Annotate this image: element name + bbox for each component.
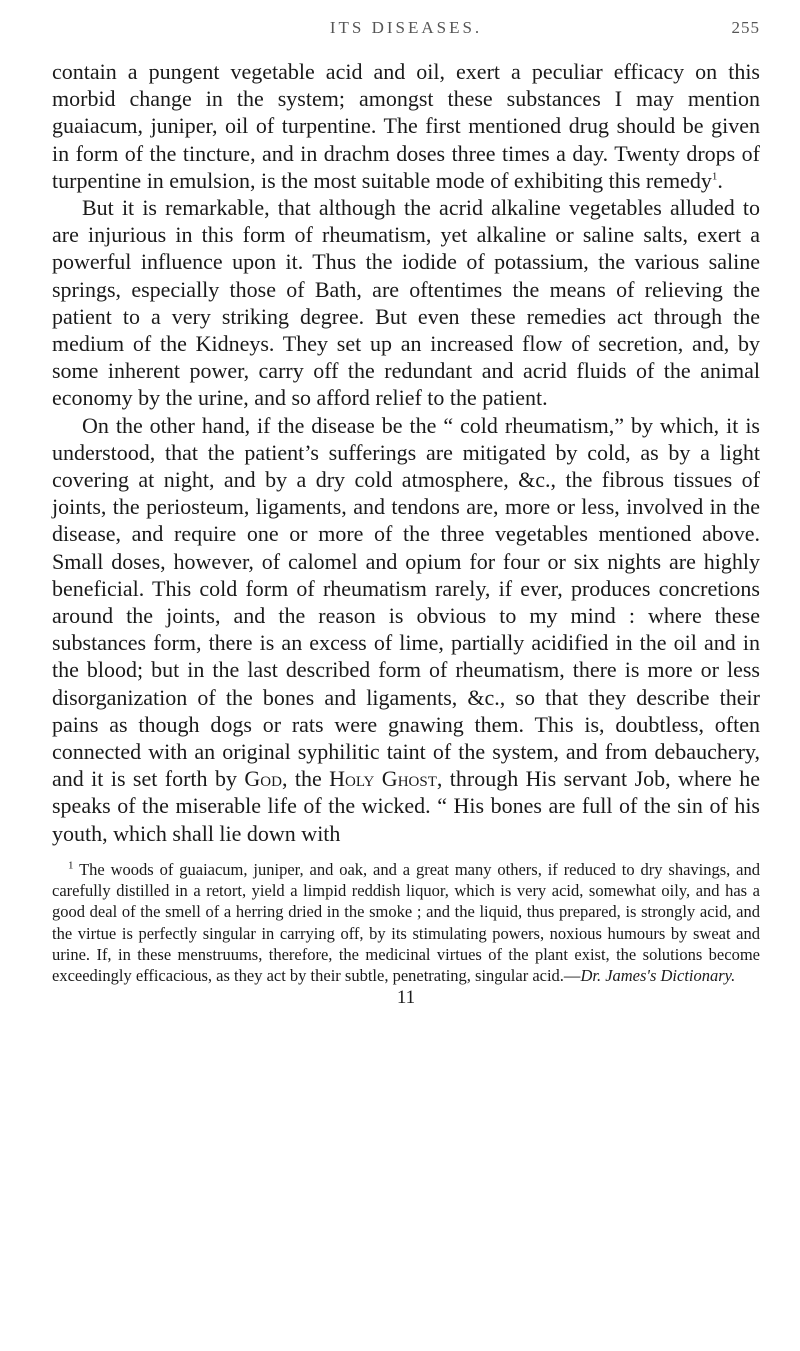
footnote-marker: 1: [68, 859, 74, 872]
paragraph-3-text-b: , the: [281, 766, 322, 792]
footnote: [52, 859, 760, 986]
running-head: [52, 18, 760, 58]
small-caps-god: God: [244, 766, 282, 792]
paragraph-2: But it is remarkable, that although the acrid alkaline vegetables alluded to are injurious in this form of rheumatism, yet alkaline or saline salts, exert a powerful influence upon it. Thus the iodide of potassium, the various saline springs, especially those of Bath, are oftentimes the means of relieving the patient to a very striking degree. But even these remedies act through the medium of the Kidneys. They set up an increased flow of secretion, and, by some inherent power, carry off the redundant and acrid fluids of the animal economy by the urine, and so afford relief to the patient.: [52, 195, 760, 411]
footnote-text: The woods of guaiacum, juniper, and oak, and a great many others, if reduced to dry shavings, and carefully distilled in a retort, yield a limpid reddish liquor, which is very acid, somewhat oily, and has a good deal of the smell of a herring dried in the smoke ; and the liquid, thus prepared, is strongly acid, and the virtue is perfectly singular in carrying off, by its stimulating powers, noxious humours by sweat and urine. If, in these menstruums, therefore, the medicinal virtues of the plant exist, the solutions become exceedingly efficacious, as they act by their subtle, penetrating, singular acid.—: [52, 859, 760, 985]
paragraph-1: [52, 58, 760, 194]
small-caps-holy-ghost: Holy Ghost: [329, 766, 437, 792]
paragraph-3-text-a: On the other hand, if the disease be the “ cold rheumatism,” by which, it is understood, that the patient’s sufferings are mitigated by cold, as by a light covering at night, and by a dry cold atmosphere, &c., the fibrous tissues of joints, the periosteum, ligaments, and tendons are, more or less, involved in the disease, and require one or more of the three vegetables mentioned above. Small doses, however, of calomel and opium for four or six nights are highly beneficial. This cold form of rheumatism rarely, if ever, produces concretions around the joints, and the reason is obvious to my mind : where these substances form, there is an excess of lime, partially acidified in the oil and in the blood; but in the last described form of rheumatism, there is more or less disorganization of the bones and ligaments, &c., so that they describe their pains as though dogs or rats were gnawing them. This is, doubtless, often connected with an original syphilitic taint of the system, and from debauchery, and it is set forth by: [52, 412, 760, 792]
book-page: [52, 18, 760, 1010]
page-number: 255: [731, 18, 760, 37]
footnote-source: Dr. James's Dictionary.: [580, 965, 736, 985]
running-title: ITS DISEASES.: [329, 18, 483, 37]
paragraph-1-text: contain a pungent vegetable acid and oil, exert a peculiar efficacy on this morbid change in the system; amongst these substances I may mention guaiacum, juniper, oil of turpentine. The first mentioned drug should be given in form of the tincture, and in drachm doses three times a day. Twenty drops of turpentine in emulsion, is the most suitable mode of exhibiting this remedy: [52, 59, 760, 193]
paragraph-1-end: .: [717, 167, 723, 193]
footnote-paragraph: [52, 859, 760, 986]
signature-mark: 11: [396, 987, 416, 1009]
footnote-reference: 1: [711, 170, 718, 183]
paragraph-3-text-c: , through His servant Job, where he speaks of the miserable life of the wicked. “ His bones are full of the sin of his youth, which shall lie down with: [52, 766, 760, 846]
paragraph-3: [52, 412, 760, 847]
body-text: [52, 58, 760, 847]
